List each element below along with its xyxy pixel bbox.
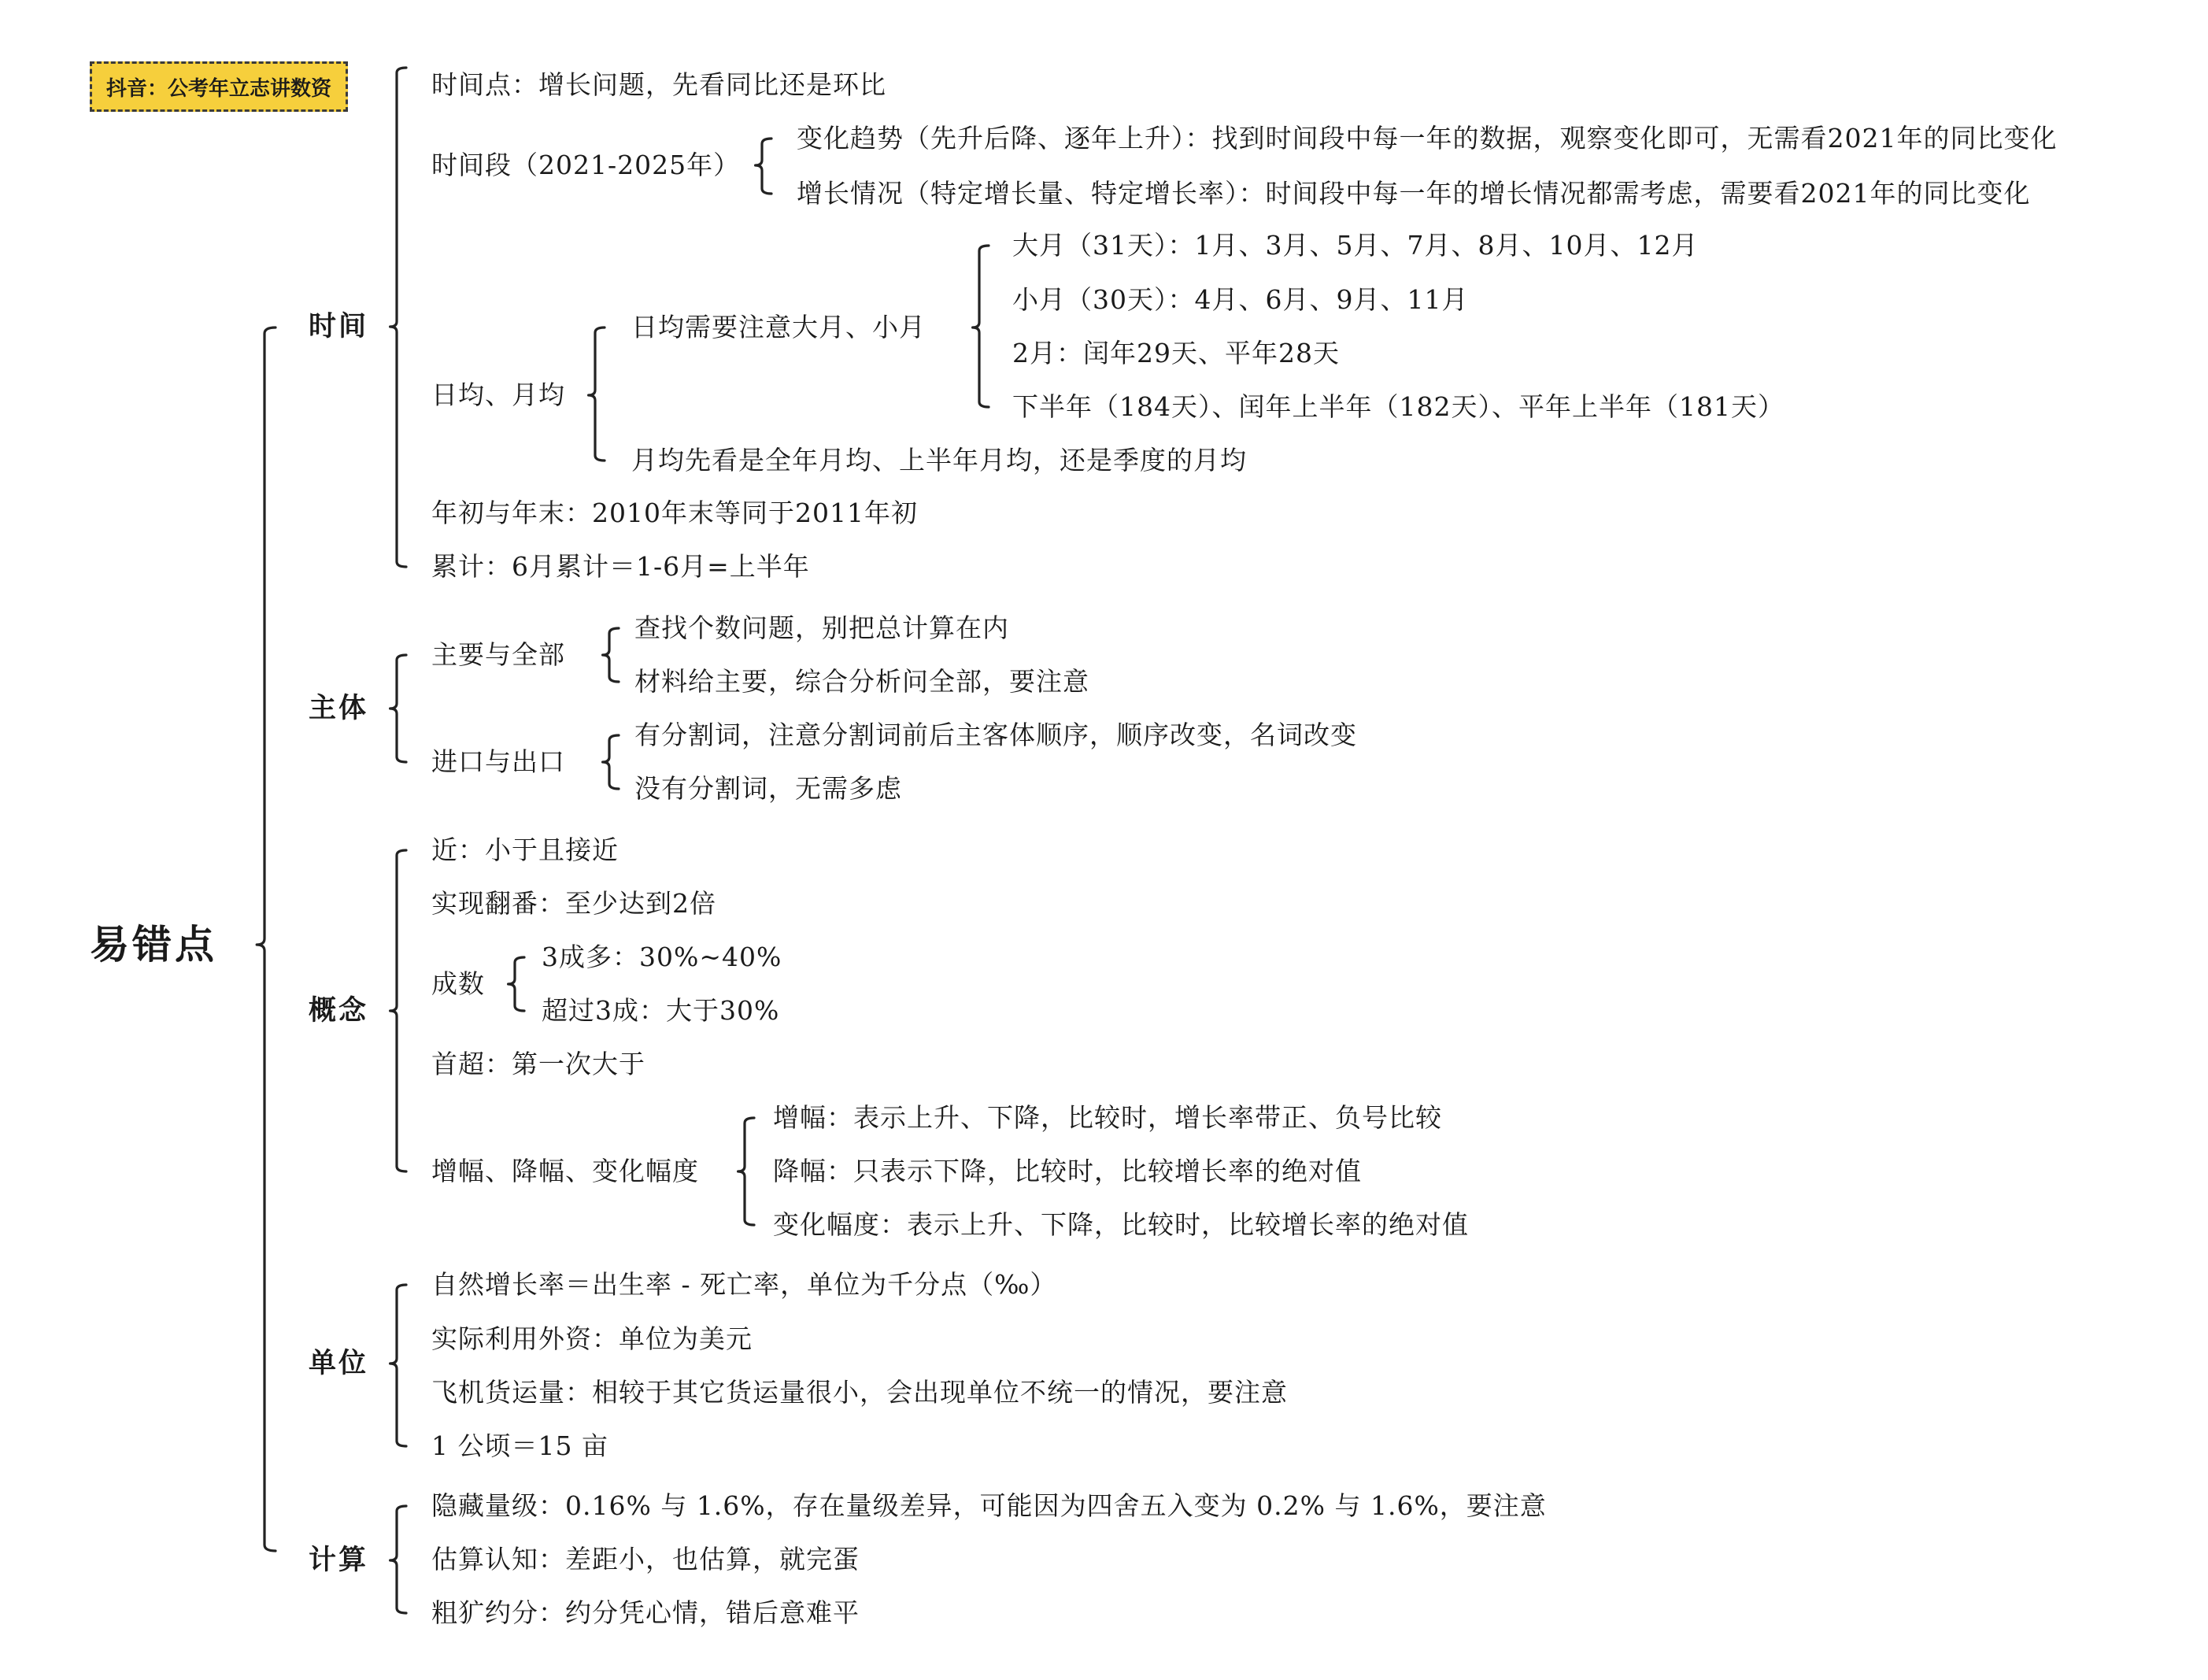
daily-average: 日均需要注意大月、小月 [631,312,926,342]
cheng-item-1: 3成多：30%~40% [542,942,782,972]
segment-trend: 变化趋势（先升后降、逐年上升）：找到时间段中每一年的数据，观察变化即可，无需看2021年的同比变化 [797,123,2058,154]
node-subject: 主体 [309,692,369,724]
calc-bracket [390,1506,406,1613]
monthly-average: 月均先看是全年月均、上半年月均，还是季度的月均 [631,445,1247,476]
half-year-days: 下半年（184天）、闰年上半年（182天）、平年上半年（181天） [1012,391,1785,422]
concept-cheng: 成数 [431,968,485,999]
cumulative: 累计：6月累计＝1-6月=上半年 [431,551,810,582]
unit-item-2: 实际利用外资：单位为美元 [431,1323,753,1354]
main-all-item-1: 查找个数问题，别把总计算在内 [634,612,1009,643]
time-average: 日均、月均 [431,379,565,410]
cheng-bracket [509,957,524,1011]
main-all-item-2: 材料给主要，综合分析问全部，要注意 [634,666,1089,697]
node-unit: 单位 [309,1347,369,1379]
segment-bracket [756,139,771,194]
calc-item-3: 粗犷约分：约分凭心情，错后意难平 [431,1597,860,1628]
unit-bracket [390,1285,406,1446]
calc-item-1: 隐藏量级：0.16% 与 1.6%，存在量级差异，可能因为四舍五入变为 0.2% 与 1.6%，要注意 [431,1490,1547,1521]
main-and-all: 主要与全部 [431,639,565,670]
import-export-item-1: 有分割词，注意分割词前后主客体顺序，顺序改变，名词改变 [634,720,1357,750]
unit-item-4: 1 公顷＝15 亩 [431,1430,608,1461]
subject-bracket [390,655,406,762]
february: 2月：闰年29天、平年28天 [1012,338,1340,368]
unit-item-3: 飞机货运量：相较于其它货运量很小，会出现单位不统一的情况，要注意 [431,1377,1288,1408]
concept-bracket [390,850,406,1171]
small-month: 小月（30天）：4月、6月、9月、11月 [1012,284,1469,315]
time-segment: 时间段（2021-2025年） [431,150,741,180]
root-title: 易错点 [90,921,217,968]
year-start-end: 年初与年末：2010年末等同于2011年初 [431,498,918,528]
node-concept: 概念 [309,994,369,1027]
main-all-bracket [603,628,619,682]
range-item-2: 降幅：只表示下降，比较时，比较增长率的绝对值 [773,1156,1362,1186]
source-badge: 抖音：公考年立志讲数资 [90,61,348,112]
unit-item-1: 自然增长率＝出生率 - 死亡率，单位为千分点（‰） [431,1269,1057,1300]
node-time: 时间 [309,310,369,342]
concept-double: 实现翻番：至少达到2倍 [431,888,716,919]
range-item-1: 增幅：表示上升、下降，比较时，增长率带正、负号比较 [773,1102,1442,1133]
daily-bracket [973,246,989,407]
node-calc: 计算 [309,1544,369,1576]
cheng-item-2: 超过3成：大于30% [542,995,780,1026]
range-item-3: 变化幅度：表示上升、下降，比较时，比较增长率的绝对值 [773,1209,1469,1240]
import-export: 进口与出口 [431,746,565,777]
concept-first-exceed: 首超：第一次大于 [431,1049,645,1079]
range-bracket [738,1118,754,1225]
time-bracket [390,68,406,567]
segment-growth: 增长情况（特定增长量、特定增长率）：时间段中每一年的增长情况都需考虑，需要看2021年的同比变化 [797,178,2031,209]
avg-bracket [589,327,605,461]
calc-item-2: 估算认知：差距小，也估算，就完蛋 [431,1544,860,1575]
concept-near: 近：小于且接近 [431,834,619,865]
import-export-item-2: 没有分割词，无需多虑 [634,773,902,804]
root-bracket [257,327,276,1551]
import-export-bracket [603,735,619,789]
big-month: 大月（31天）：1月、3月、5月、7月、8月、10月、12月 [1012,230,1699,261]
time-point: 时间点：增长问题，先看同比还是环比 [431,69,886,100]
concept-range: 增幅、降幅、变化幅度 [431,1156,699,1186]
